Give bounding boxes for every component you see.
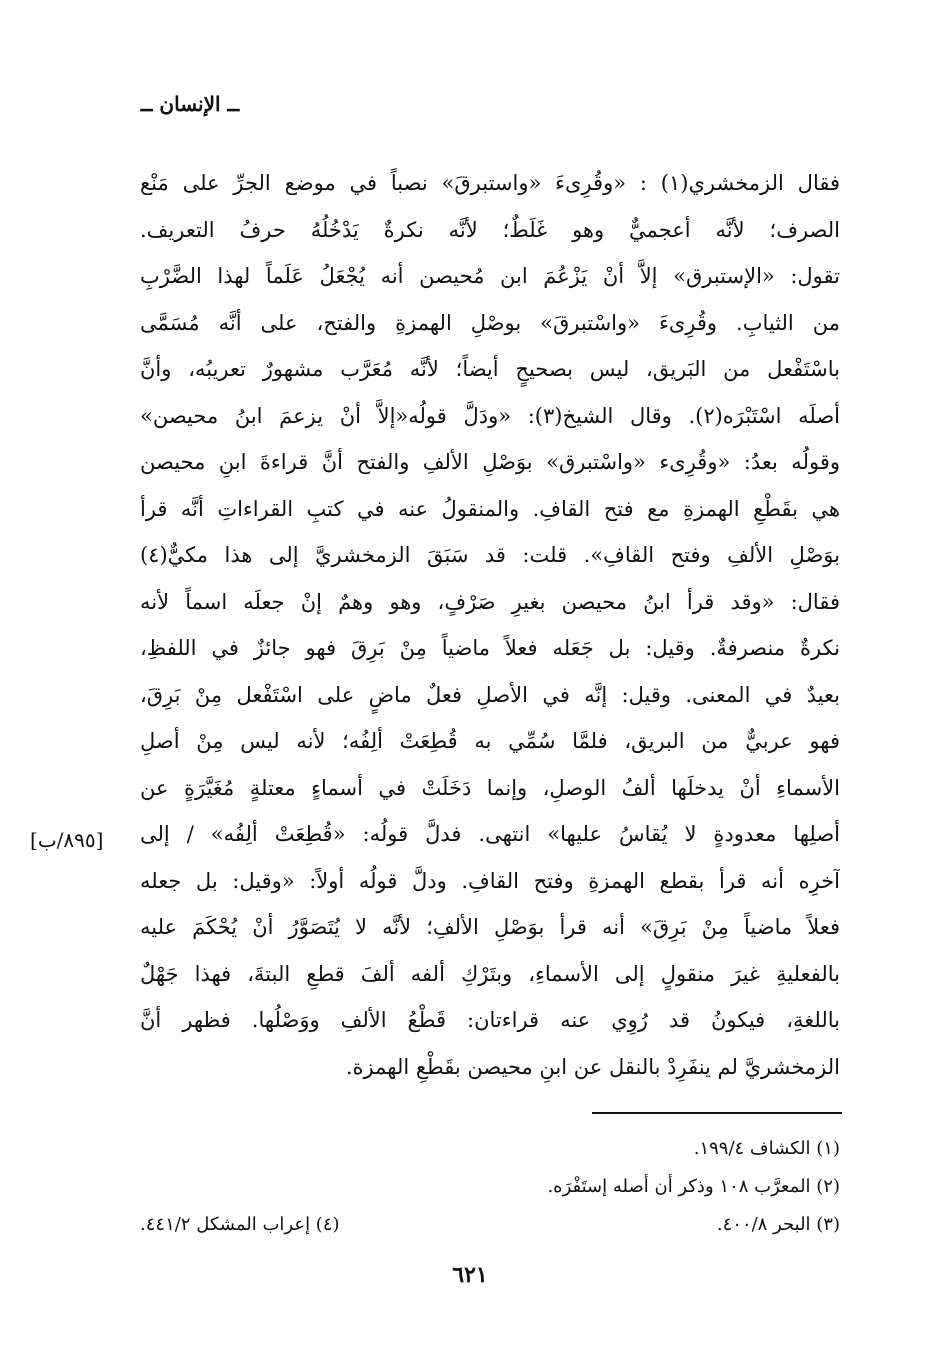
footnote-4: (٤) إعراب المشكل ٤٤١/٢. [140, 1214, 340, 1235]
text-line: الصرف؛ لأنَّه أعجميٌّ وهو غَلَطٌ؛ لأنَّه نكرةٌ يَدْخُلُهُ حرفُ التعريف. [140, 217, 840, 242]
text-line: أصلِها معدودةٍ لا يُقاسُ عليها» انتهى. فدلَّ قولُه: «قُطِعَتْ ألِفُه» / إلى [140, 822, 840, 846]
text-line: وقولُه بعدُ: «وقُرِىء «واسْتبرق» بوَصْلِ الألفِ والفتح أنَّ قراءةَ ابنِ محيصن [140, 450, 840, 474]
text-line: أصلَه اسْتَبْرَه(٢). وقال الشيخ(٣): «ودَلَّ قولُه«إلاَّ أنْ يزعمَ ابنُ محيصن» [140, 403, 840, 428]
text-line: بالفعليةِ غيرَ منقولٍ إلى الأسماءِ، وبتَرْكِ ألفه ألفَ قطعِ البتةَ، فهذا جَهْلٌ [140, 961, 840, 986]
footnote-2: (٢) المعرَّب ١٠٨ وذكر أن أصله إستَفْرَه. [547, 1176, 840, 1197]
text-line: بعيدٌ في المعنى. وقيل: إنَّه في الأصلِ فعلٌ ماضٍ على اسْتَفْعل مِنْ بَرِقَ، [140, 682, 840, 707]
text-line: نكرةٌ منصرفةٌ. وقيل: بل جَعَله فعلاً ماضياً مِنْ بَرِقَ فهو جائزٌ في اللفظِ، [140, 636, 840, 660]
footnotes [140, 1130, 840, 1244]
text-line: باسْتَفْعل من البَريق، ليس بصحيحٍ أيضاً؛ لأنَّه مُعَرَّب مشهورٌ تعريبُه، وأنَّ [140, 357, 840, 381]
running-header: ــ الإنسان ــ [140, 92, 240, 116]
text-line: فقال: «وقد قرأ ابنُ محيصن بغيرِ صَرْفٍ، وهو وهمٌ إنْ جعلَه اسماً لأنه [140, 589, 840, 614]
text-line: من الثيابِ. وقُرِىءَ «واسْتبرقَ» بوصْلِ الهمزةِ والفتح، على أنَّه مُسَمَّى [140, 310, 840, 335]
text-line: هي بقَطْعِ الهمزةِ مع فتح القافِ. والمنقولُ عنه في كتبِ القراءاتِ أنَّه قرأ [140, 496, 840, 521]
body-text [140, 160, 840, 1090]
text-line: فقال الزمخشري(١) : «وقُرِىءَ «واستبرقَ» نصباً في موضع الجرِّ على مَنْع [140, 171, 840, 195]
footnote-3: (٣) البحر ٤٠٠/٨. [716, 1214, 840, 1235]
text-line: باللغةِ، فيكونُ قد رُوِي عنه قراءتان: قَطْعُ الألفِ ووَصْلُها. فظهر أنَّ [140, 1008, 840, 1032]
page-number: ٦٢١ [452, 1262, 488, 1288]
text-line: آخرِه أنه قرأ بقطع الهمزةِ وفتح القافِ. ودلَّ قولُه أولاً: «وقيل: بل جعله [140, 868, 840, 893]
text-line: فعلاً ماضياً مِنْ بَرِقَ» أنه قرأ بوَصْلِ الألفِ؛ لأنَّه لا يُتَصَوَّرُ أنْ يُحْكَمَ عليه [140, 915, 840, 939]
footnote-1: (١) الكشاف ١٩٩/٤. [693, 1138, 840, 1159]
text-line: تقول: «الإستبرق» إلاَّ أنْ يَزْعُمَ ابن مُحيصن أنه يُجْعَلُ عَلَماً لهذا الضَّرْبِ [140, 264, 840, 288]
footnote-row [140, 1206, 840, 1244]
text-line: بوَصْلِ الألفِ وفتح القافِ». قلت: قد سَبَقَ الزمخشريَّ إلى هذا مكيٌّ(٤) [140, 543, 840, 567]
text-line: الأسماءِ أنْ يدخلَها ألفُ الوصلِ، وإنما دَخَلَتْ في أسماءٍ معتلةٍ مُغَيَّرَةٍ عن [140, 775, 840, 800]
text-line: الزمخشريَّ لم ينفَرِدْ بالنقل عن ابنِ محيصن بقَطْعِ الهمزة. [345, 1054, 840, 1079]
footnote-separator [592, 1112, 842, 1114]
text-line: فهو عربيٌّ من البريق، فلمَّا سُمِّي به قُطِعَتْ ألِفُه؛ لأنه ليس مِنْ أصلِ [140, 729, 840, 753]
manuscript-folio-note: [٨٩٥/ب] [30, 828, 104, 852]
